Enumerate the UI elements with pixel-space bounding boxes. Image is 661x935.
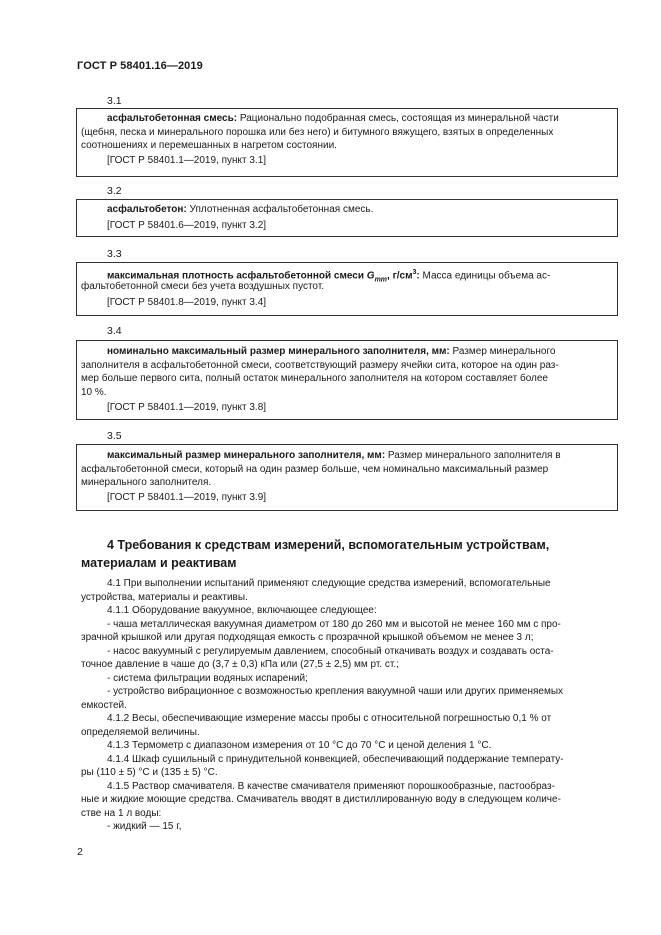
section-heading-line: 4 Требования к средствам измерений, вспомогательным устройствам,: [107, 538, 550, 552]
term-unit: , г/см: [387, 270, 413, 282]
term-source-reference: [ГОСТ Р 58401.1—2019, пункт 3.9]: [107, 492, 267, 503]
body-paragraph-line: 4.1.5 Раствор смачивателя. В качестве смачивателя применяют порошкообразные, пастообраз-: [107, 780, 555, 792]
term-definition-line: заполнителя в асфальтобетонной смеси, соответствующий размеру ячейки сита, которое на один раз-: [81, 359, 559, 371]
term-number: 3.5: [107, 430, 122, 442]
body-paragraph-line: 4.1.3 Термометр с диапазоном измерения от 10 °С до 70 °С и ценой деления 1 °С.: [107, 740, 492, 751]
term-text: Масса единицы объема ас-: [419, 270, 551, 282]
body-paragraph-line: ры (110 ± 5) °С и (135 ± 5) °С.: [81, 767, 218, 778]
list-item-line: зрачной крышкой или другая подходящая емкость с прозрачной крышкой объемом не менее 3 л;: [81, 632, 534, 643]
body-paragraph-line: определяемой величины.: [81, 726, 200, 738]
list-item-line: точное давление в чаше до (3,7 ± 0,3) кПа или (27,5 ± 2,5) мм рт. ст.;: [81, 659, 399, 670]
term-definition-line: соотношениях и перемешанных в нагретом состоянии.: [81, 140, 337, 151]
section-heading: [81, 536, 550, 572]
body-paragraph-line: 4.1 При выполнении испытаний применяют следующие средства измерений, вспомогательные: [107, 578, 551, 589]
term-source-reference: [ГОСТ Р 58401.6—2019, пункт 3.2]: [107, 220, 267, 231]
page-number: 2: [77, 846, 83, 858]
term-definition-line: [107, 345, 555, 358]
term-number: 3.3: [107, 248, 122, 260]
body-paragraph-line: 4.1.4 Шкаф сушильный с принудительной конвекцией, обеспечивающий поддержание температу-: [107, 753, 564, 765]
body-paragraph-line: 4.1.1 Оборудование вакуумное, включающее следующее:: [107, 605, 377, 616]
term-colon: :: [416, 270, 420, 282]
term-name: асфальтобетон:: [107, 204, 187, 215]
list-item-line: - устройство вибрационное с возможностью крепления вакуумной чаши или других применяемых: [107, 686, 564, 697]
term-name: максимальный размер минерального заполнителя, мм:: [107, 450, 386, 461]
term-definition-line: [107, 112, 559, 125]
term-source-reference: [ГОСТ Р 58401.8—2019, пункт 3.4]: [107, 297, 267, 308]
term-symbol: G: [366, 270, 375, 282]
term-text: Размер минерального заполнителя в: [385, 450, 561, 461]
body-paragraph-line: 4.1.2 Весы, обеспечивающие измерение массы пробы с относительной погрешностью 0,1 % от: [107, 713, 552, 724]
term-text: Рационально подобранная смесь, состоящая из минеральной части: [237, 113, 559, 124]
section-heading-line: материалам и реактивам: [81, 556, 237, 570]
body-paragraph-line: ные и жидкие моющие средства. Смачиватель вводят в дистиллированную воду в следующем количе-: [81, 794, 561, 805]
term-source-reference: [ГОСТ Р 58401.1—2019, пункт 3.8]: [107, 402, 267, 413]
term-text: Уплотненная асфальтобетонная смесь.: [186, 204, 374, 215]
term-symbol-subscript: mm: [374, 276, 388, 284]
list-item-line: емкостей.: [81, 699, 127, 711]
term-definition-line: фальтобетонной смеси без учета воздушных пустот.: [81, 281, 325, 292]
term-definition-line: асфальтобетонной смеси, который на один размер больше, чем номинально максимальный размер: [81, 463, 549, 475]
term-name: номинально максимальный размер минерального заполнителя, мм:: [107, 346, 450, 357]
term-definition-line: (щебня, песка и минерального порошка или без него) и битумного вяжущего, взятых в определенных: [81, 126, 554, 138]
body-paragraph-line: стве на 1 л воды:: [81, 807, 162, 819]
term-unit-superscript: 3: [412, 269, 417, 276]
term-definition-line: минерального заполнителя.: [81, 477, 212, 488]
term-definition-line: мер больше первого сита, полный остаток минерального заполнителя на котором составляет более: [81, 373, 548, 384]
document-header-code: ГОСТ Р 58401.16—2019: [77, 60, 203, 72]
term-number: 3.1: [107, 95, 122, 107]
list-item-line: - насос вакуумный с регулируемым давлением, способный откачивать воздух и создавать оста-: [107, 645, 554, 657]
term-definition-line: [107, 203, 373, 216]
list-item-line: - чаша металлическая вакуумная диаметром от 180 до 260 мм и высотой не менее 160 мм с про-: [107, 618, 561, 630]
term-definition-line: [107, 449, 561, 462]
term-name: асфальтобетонная смесь:: [107, 113, 238, 124]
term-name: максимальная плотность асфальтобетонной смеси: [107, 270, 364, 282]
list-item-line: - система фильтрации водяных испарений;: [107, 672, 308, 684]
list-item-line: - жидкий — 15 г,: [107, 821, 182, 832]
body-paragraph-line: устройства, материалы и реактивы.: [81, 591, 248, 603]
term-text: Размер минерального: [449, 346, 556, 357]
term-definition-line: 10 %.: [81, 386, 107, 398]
term-source-reference: [ГОСТ Р 58401.1—2019, пункт 3.1]: [107, 155, 267, 166]
term-number: 3.4: [107, 325, 122, 337]
term-number: 3.2: [107, 185, 122, 197]
